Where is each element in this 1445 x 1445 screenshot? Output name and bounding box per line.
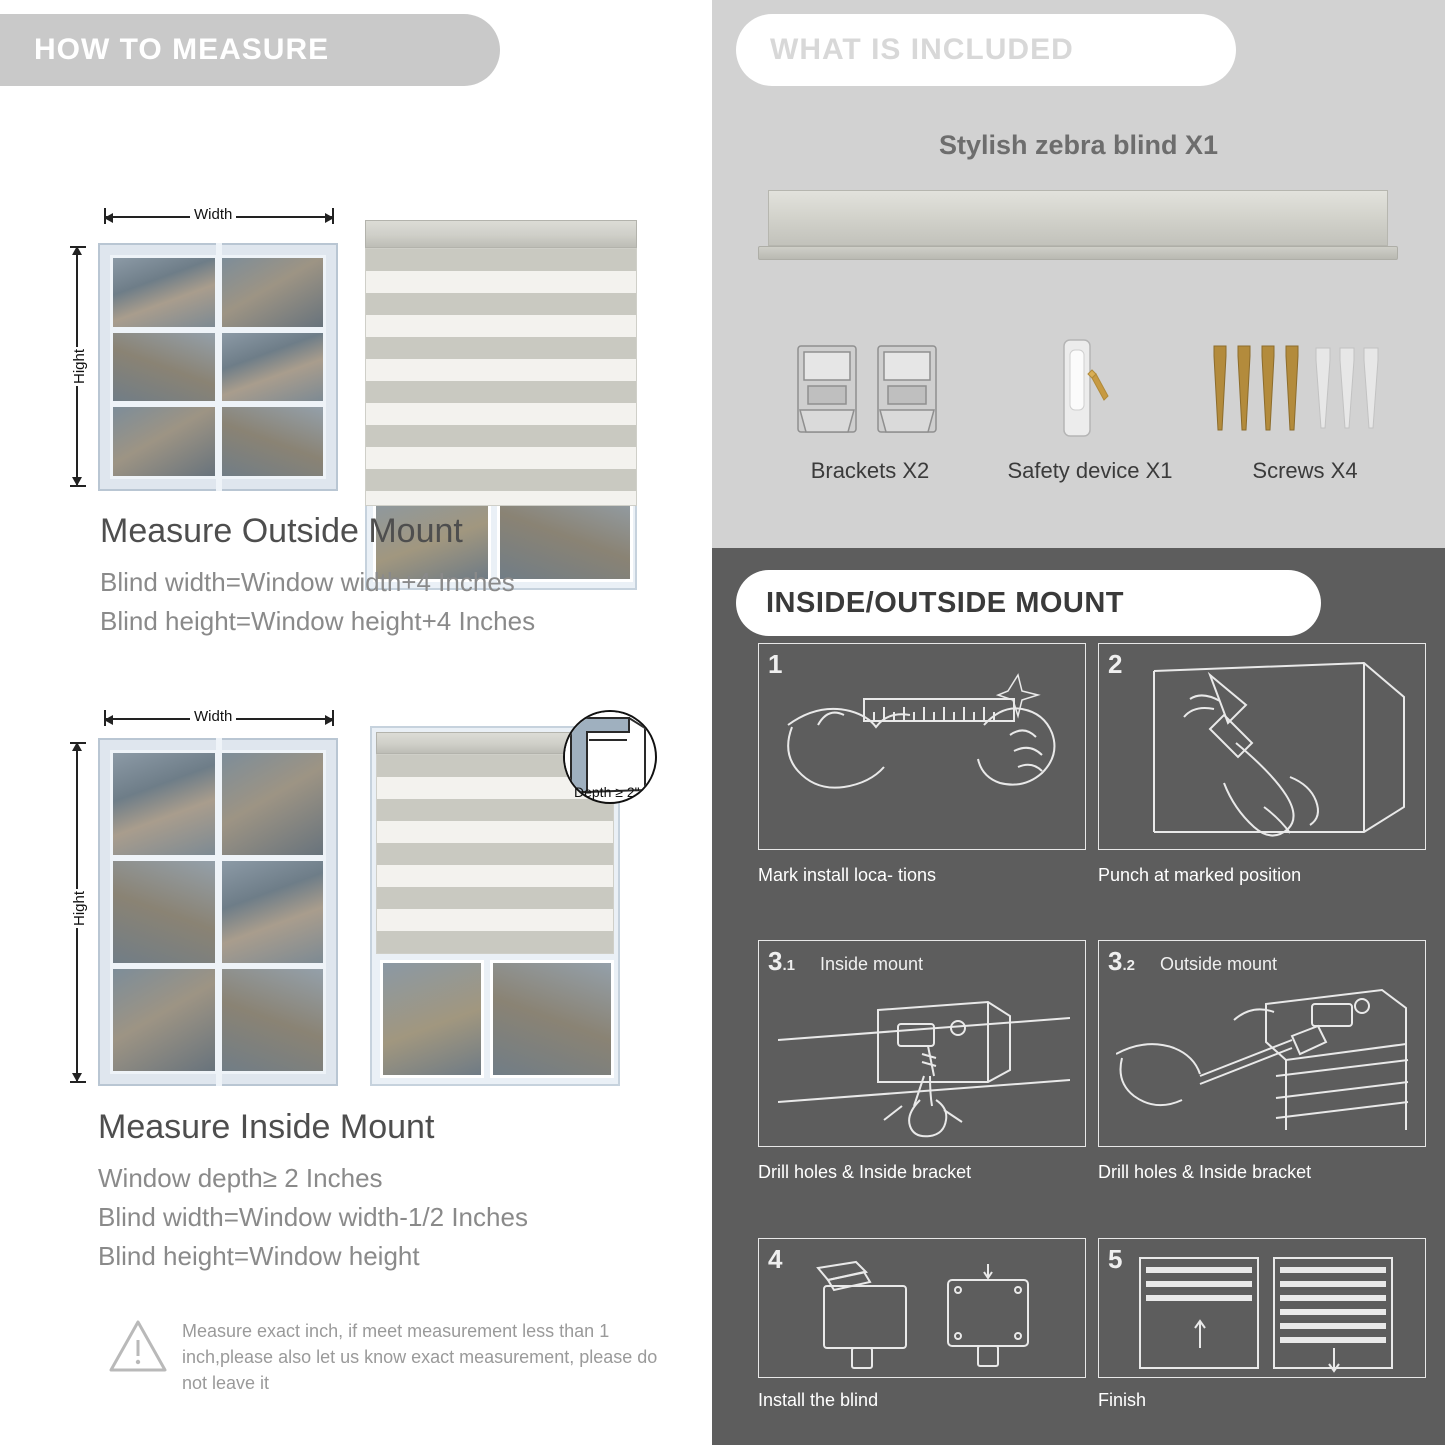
outside-mount-line-1: Blind width=Window width+4 Inches: [100, 567, 515, 597]
outside-height-label: Hight: [71, 348, 89, 385]
outside-height-tick-bottom: [70, 485, 86, 487]
brackets-image: [790, 340, 950, 440]
step-2-number: 2: [1108, 649, 1123, 679]
window-pane: [110, 750, 218, 858]
window-pane: [490, 960, 614, 1078]
step-3-1-number: 3.1: [768, 946, 795, 976]
step-3-2-subtitle: Outside mount: [1160, 954, 1278, 974]
outside-mount-text: [100, 512, 700, 637]
mount-steps-panel: [712, 548, 1445, 1445]
window-pane: [380, 960, 484, 1078]
inside-mount-heading: Measure Inside Mount: [98, 1108, 435, 1146]
window-pane: [110, 330, 218, 405]
inside-mount-illustration: [0, 698, 712, 1098]
screws-label: Screws X4: [1252, 458, 1358, 483]
mount-steps-title-text: INSIDE/OUTSIDE MOUNT: [766, 586, 1125, 619]
outside-blind-headrail: [365, 220, 637, 248]
inside-mount-line-2: Blind width=Window width-1/2 Inches: [98, 1202, 528, 1232]
step-4: [758, 1238, 1086, 1408]
outside-width-tick-right: [332, 208, 334, 224]
outside-mount-illustration: [0, 100, 712, 520]
safety-device-image: [1052, 336, 1112, 444]
included-main-item-label: Stylish zebra blind X1: [938, 130, 1219, 160]
step-1-number: 1: [768, 649, 783, 679]
outside-width-tick-left: [104, 208, 106, 224]
inside-width-tick-right: [332, 710, 334, 726]
window-pane: [110, 404, 218, 479]
inside-mount-line-3: Blind height=Window height: [98, 1241, 420, 1271]
window-pane: [218, 858, 326, 966]
step-5: [1098, 1238, 1426, 1408]
window-mullion: [216, 243, 222, 491]
outside-height-tick-top: [70, 246, 86, 248]
inside-height-tick-bottom: [70, 1081, 86, 1083]
window-pane: [110, 255, 218, 330]
blind-bottomrail: [758, 246, 1398, 260]
step-5-number: 5: [1108, 1244, 1123, 1274]
measurement-note-text: Measure exact inch, if meet measurement less than 1 inch,please also let us know exact measurement, please do not leave it: [182, 1321, 658, 1393]
safety-device-label: Safety device X1: [1007, 458, 1173, 483]
inside-width-tick-left: [104, 710, 106, 726]
step-1-caption: Mark install loca- tions: [758, 865, 937, 885]
window-pane: [218, 255, 326, 330]
inside-width-label: Width: [190, 708, 236, 725]
step-3-1-caption: Drill holes & Inside bracket: [758, 1162, 972, 1182]
window-pane: [218, 404, 326, 479]
blind-headrail: [768, 190, 1388, 246]
mount-steps-title: [736, 570, 1321, 636]
step-4-number: 4: [768, 1244, 783, 1274]
window-pane: [218, 966, 326, 1074]
how-to-measure-panel: [0, 0, 712, 1445]
outside-mount-line-2: Blind height=Window height+4 Inches: [100, 606, 536, 636]
how-to-measure-title: [0, 14, 500, 86]
window-pane: [218, 330, 326, 405]
warning-icon: [108, 1318, 168, 1376]
what-is-included-title: [736, 14, 1236, 86]
window-pane: [218, 750, 326, 858]
what-is-included-title-text: WHAT IS INCLUDED: [770, 33, 1074, 66]
screws-image: [1208, 338, 1388, 442]
measurement-note: [108, 1318, 668, 1396]
step-4-caption: Install the blind: [758, 1390, 879, 1410]
step-3-2-caption: Drill holes & Inside bracket: [1098, 1162, 1312, 1182]
window-pane: [110, 966, 218, 1074]
step-2-caption: Punch at marked position: [1098, 865, 1302, 885]
step-5-caption: Finish: [1098, 1390, 1147, 1410]
what-is-included-panel: [712, 0, 1445, 548]
inside-height-tick-top: [70, 742, 86, 744]
step-1: [758, 643, 1086, 911]
how-to-measure-title-text: HOW TO MEASURE: [34, 33, 330, 66]
window-mullion: [216, 738, 222, 1086]
step-3-1-subtitle: Inside mount: [820, 954, 924, 974]
window-pane: [110, 858, 218, 966]
included-blind-image: [758, 190, 1398, 265]
outside-blind-fabric: [365, 248, 637, 506]
inside-mount-text: [98, 1108, 718, 1272]
outside-width-label: Width: [190, 206, 236, 223]
brackets-label: Brackets X2: [810, 458, 930, 483]
inside-mount-line-1: Window depth≥ 2 Inches: [98, 1163, 383, 1193]
step-3-2-number: 3.2: [1108, 946, 1135, 976]
outside-mount-heading: Measure Outside Mount: [100, 512, 463, 550]
inside-height-label: Hight: [71, 890, 89, 927]
step-3-2: [1098, 940, 1426, 1208]
depth-callout-label: Depth ≥ 2": [574, 784, 640, 800]
step-2: [1098, 643, 1426, 911]
step-3-1: [758, 940, 1086, 1208]
